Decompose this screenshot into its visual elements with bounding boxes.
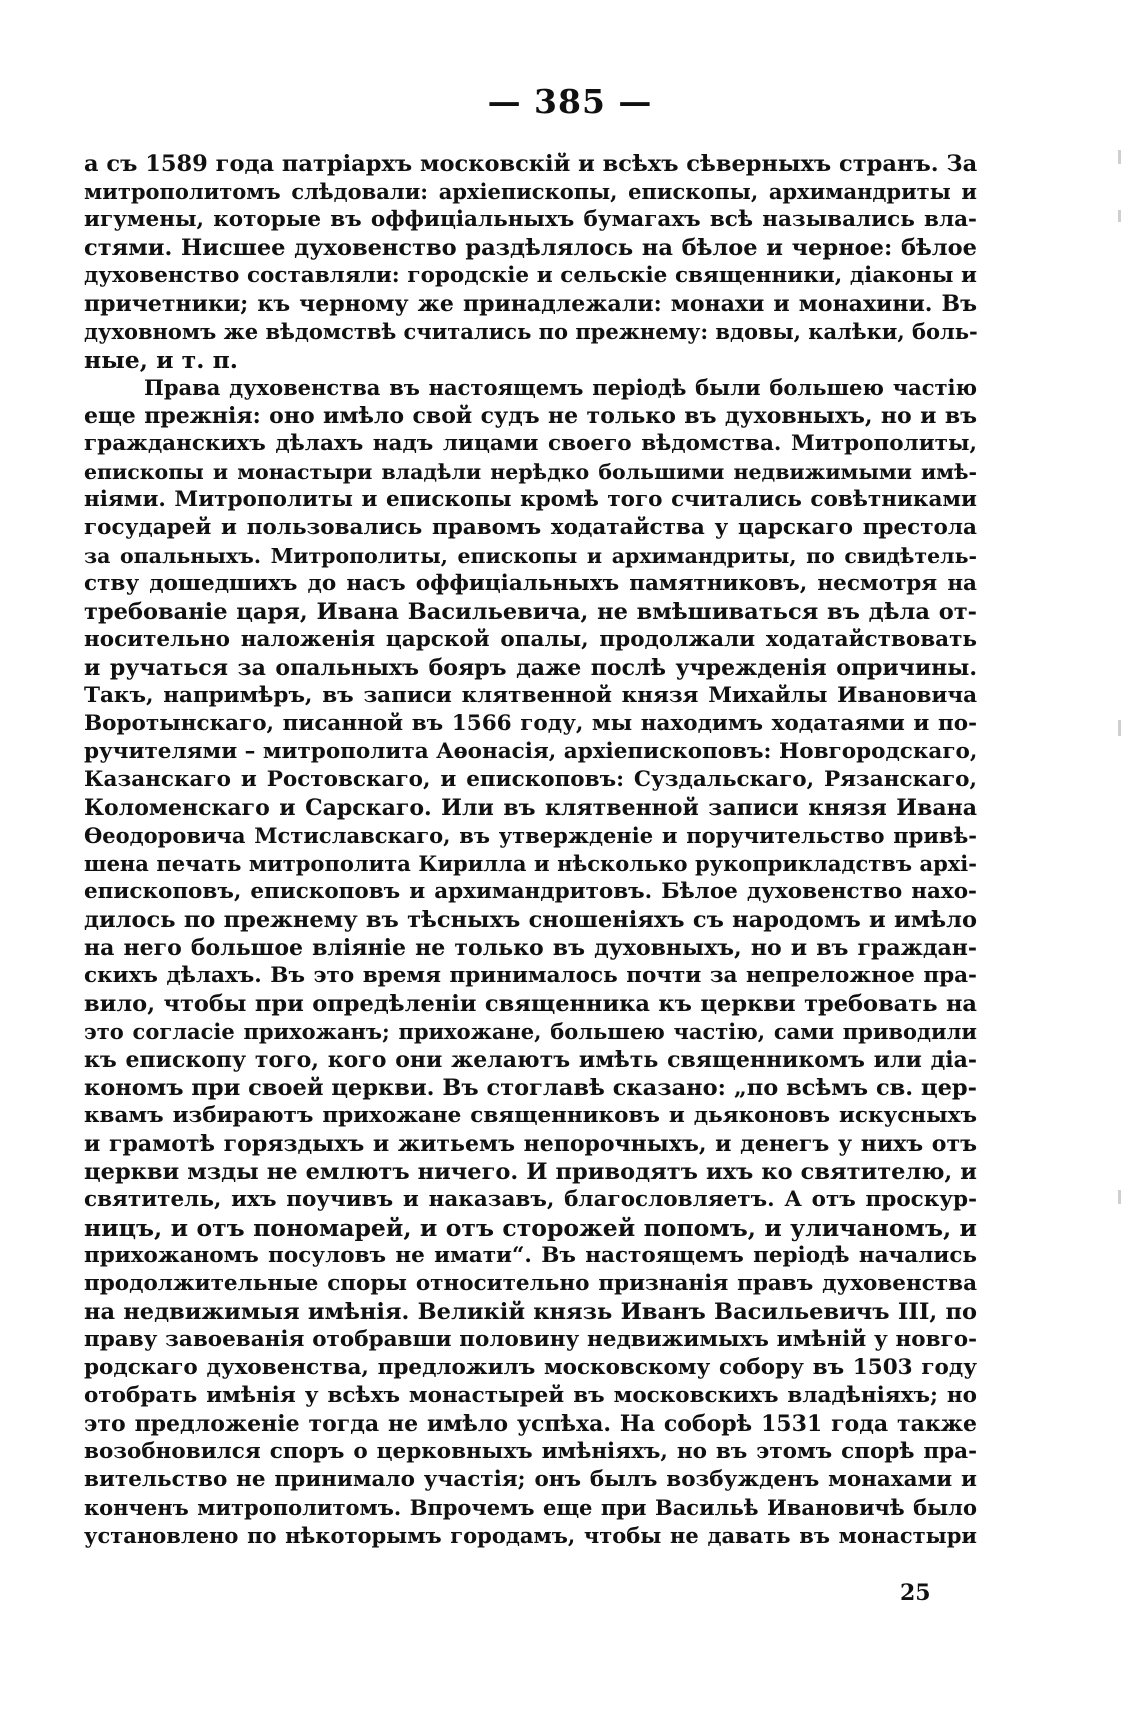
- text-line: кономъ при своей церкви. Въ стоглавѣ сказано: „по всѣмъ св. цер-: [84, 1075, 977, 1101]
- text-line: скихъ дѣлахъ. Въ это время принималось почти за непреложное пра-: [84, 963, 977, 988]
- text-line: это предложеніе тогда не имѣло успѣха. На соборѣ 1531 года также: [84, 1411, 977, 1437]
- text-line: прихожаномъ посуловъ не имати“. Въ настоящемъ періодѣ начались: [84, 1243, 977, 1268]
- text-line: а съ 1589 года патріархъ московскій и всѣхъ сѣверныхъ странъ. За: [84, 151, 978, 177]
- text-line: возобновился споръ о церковныхъ имѣніяхъ, но въ этомъ спорѣ пра-: [84, 1439, 977, 1464]
- text-line: Воротынскаго, писанной въ 1566 году, мы находимъ ходатаями и по-: [84, 711, 977, 736]
- text-line: на него большое вліяніе не только въ духовныхъ, но и въ граждан-: [84, 935, 977, 961]
- text-line: и грамотѣ горяздыхъ и житьемъ непорочныхъ, и денегъ у нихъ отъ: [84, 1131, 977, 1157]
- text-line: продолжительные споры относительно признанія правъ духовенства: [84, 1271, 977, 1296]
- text-line: ницъ, и отъ пономарей, и отъ сторожей попомъ, и уличаномъ, и: [84, 1214, 977, 1242]
- text-line: епископы и монастыри владѣли нерѣдко большими недвижимыми имѣ-: [84, 460, 977, 484]
- text-line: отобрать имѣнія у всѣхъ монастырей въ московскихъ владѣніяхъ; но: [84, 1383, 977, 1408]
- text-line: ные, и т. п.: [84, 346, 238, 374]
- text-line: игумены, которые въ оффиціальныхъ бумагахъ всѣ назывались вла-: [84, 207, 977, 232]
- text-line: дилось по прежнему въ тѣсныхъ сношеніяхъ съ народомъ и имѣло: [84, 907, 977, 933]
- body-text: [84, 150, 977, 1550]
- text-line: шена печать митрополита Кирилла и нѣсколько рукоприкладствъ архі-: [84, 851, 977, 876]
- text-line: за опальныхъ. Митрополиты, епископы и архимандриты, по свидѣтель-: [84, 544, 977, 568]
- text-line: ручителями – митрополита Аѳонасія, архіепископовъ: Новгородскаго,: [84, 739, 978, 764]
- text-line: еще прежнія: оно имѣло свой судъ не только въ духовныхъ, но и въ: [84, 403, 977, 429]
- text-line: праву завоеванія отобравши половину недвижимыхъ имѣній у новго-: [84, 1327, 977, 1352]
- text-line: духовенство составляли: городскіе и сельскіе священники, діаконы и: [84, 263, 977, 288]
- text-line: митрополитомъ слѣдовали: архіепископы, епископы, архимандриты и: [84, 179, 977, 204]
- text-line: святитель, ихъ поучивъ и наказавъ, благословляетъ. А отъ проскур-: [84, 1187, 977, 1212]
- text-line: Ѳеодоровича Мстиславскаго, въ утвержденіе и поручительство привѣ-: [84, 823, 977, 848]
- text-line: вило, чтобы при опредѣленіи священника къ церкви требовать на: [84, 991, 977, 1017]
- printer-signature-mark: 25: [900, 1580, 931, 1606]
- text-line: на недвижимыя имѣнія. Великій князь Иванъ Васильевичъ III, по: [84, 1299, 977, 1325]
- page-number: — 385 —: [487, 82, 653, 121]
- text-line: Такъ, напримѣръ, въ записи клятвенной князя Михайлы Ивановича: [84, 683, 977, 708]
- text-line: ству дошедшихъ до насъ оффиціальныхъ памятниковъ, несмотря на: [84, 571, 977, 596]
- text-line: квамъ избираютъ прихожане священниковъ и дьяконовъ искусныхъ: [84, 1103, 977, 1128]
- scan-margin-mark: [1118, 720, 1121, 736]
- scan-margin-mark: [1118, 150, 1121, 164]
- text-line: епископовъ, епископовъ и архимандритовъ. Бѣлое духовенство нахо-: [84, 879, 977, 904]
- text-line: конченъ митрополитомъ. Впрочемъ еще при Васильѣ Ивановичѣ было: [84, 1495, 977, 1520]
- text-line: и ручаться за опальныхъ бояръ даже послѣ учрежденія опричины.: [84, 655, 977, 681]
- text-line: къ епископу того, кого они желаютъ имѣть священникомъ или діа-: [84, 1047, 977, 1073]
- text-line: требованіе царя, Ивана Васильевича, не вмѣшиваться въ дѣла от-: [84, 599, 977, 625]
- text-line: Коломенскаго и Сарскаго. Или въ клятвенной записи князя Ивана: [84, 795, 977, 821]
- text-line: государей и пользовались правомъ ходатайства у царскаго престола: [84, 515, 977, 540]
- paragraph-start-line: Права духовенства въ настоящемъ періодѣ были большею частію: [144, 375, 977, 400]
- text-line: духовномъ же вѣдомствѣ считались по прежнему: вдовы, калѣки, боль-: [84, 319, 978, 344]
- text-line: вительство не принимало участія; онъ былъ возбужденъ монахами и: [84, 1467, 977, 1492]
- text-line: гражданскихъ дѣлахъ надъ лицами своего вѣдомства. Митрополиты,: [84, 431, 977, 456]
- text-line: причетники; къ черному же принадлежали: монахи и монахини. Въ: [84, 291, 977, 317]
- scan-margin-mark: [1118, 210, 1121, 222]
- text-line: это согласіе прихожанъ; прихожане, большею частію, сами приводили: [84, 1019, 977, 1044]
- text-line: ніями. Митрополиты и епископы кромѣ того считались совѣтниками: [84, 487, 977, 512]
- text-line: родскаго духовенства, предложилъ московскому собору въ 1503 году: [84, 1355, 977, 1380]
- text-line: установлено по нѣкоторымъ городамъ, чтобы не давать въ монастыри: [84, 1523, 977, 1548]
- text-line: носительно наложенія царской опалы, продолжали ходатайствовать: [84, 627, 977, 652]
- text-line: церкви мзды не емлютъ ничего. И приводятъ ихъ ко святителю, и: [84, 1159, 977, 1185]
- scan-margin-mark: [1118, 1190, 1121, 1204]
- text-line: Казанскаго и Ростовскаго, и епископовъ: Суздальскаго, Рязанскаго,: [84, 767, 977, 792]
- text-line: стями. Нисшее духовенство раздѣлялось на бѣлое и черное: бѣлое: [84, 235, 977, 261]
